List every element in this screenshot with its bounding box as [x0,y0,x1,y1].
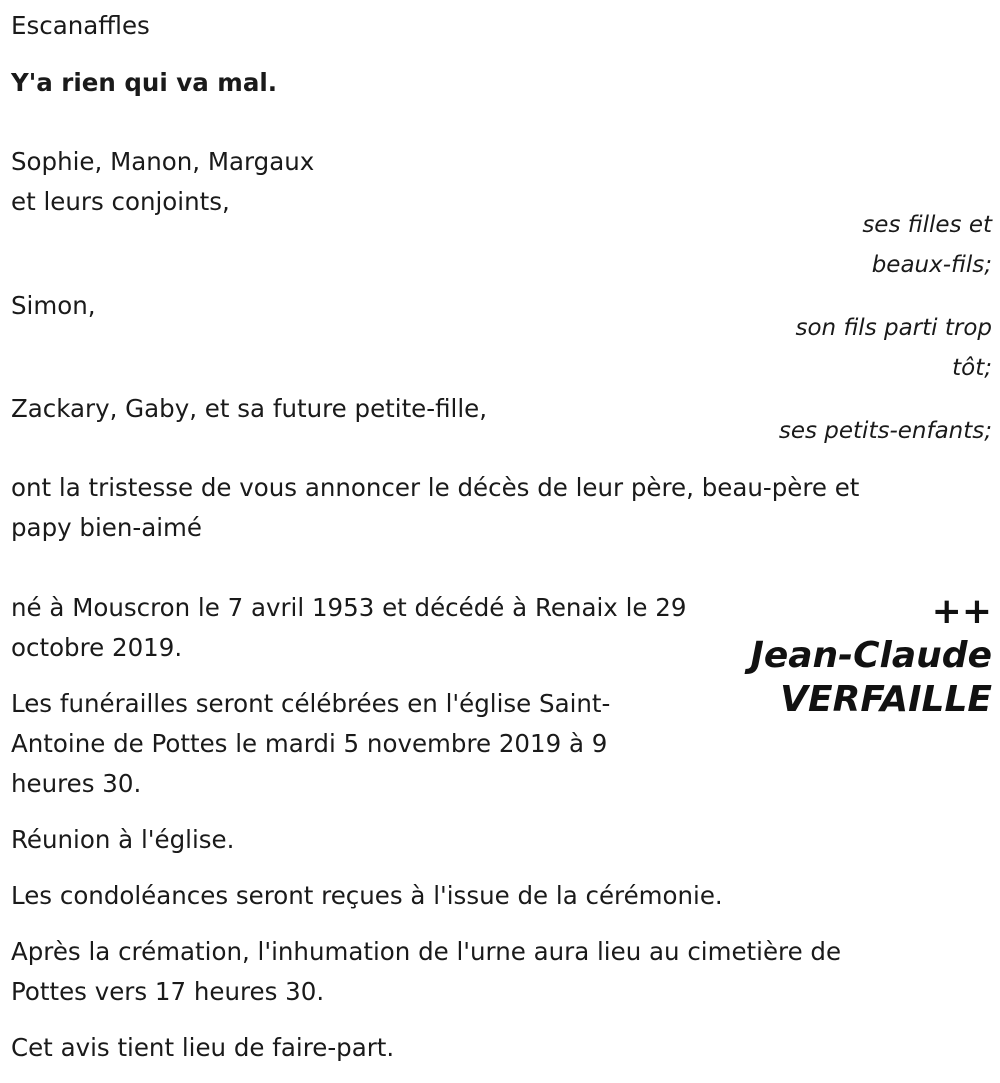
deceased-name [750,590,992,722]
funeral-line3: heures 30. [11,769,142,798]
relation-son-line2: tôt; [952,355,992,381]
condolences-info: Les condoléances seront reçues à l'issue de la cérémonie. [11,881,723,910]
relation-daughters-line1: ses filles et [862,212,992,238]
funeral-line2: Antoine de Pottes le mardi 5 novembre 2019 à 9 [11,729,608,758]
announcement-line2: papy bien-aimé [11,513,202,542]
family-names-daughters-line2: et leurs conjoints, [11,187,230,216]
notice-text: Cet avis tient lieu de faire-part. [11,1033,395,1062]
cremation-line2: Pottes vers 17 heures 30. [11,977,325,1006]
location: Escanaffles [11,11,150,40]
deceased-last-name: VERFAILLE [780,679,992,720]
family-names-grandchildren: Zackary, Gaby, et sa future petite-fille, [11,394,487,423]
family-names-daughters-line1: Sophie, Manon, Margaux [11,147,315,176]
funeral-line1: Les funérailles seront célébrées en l'église Saint- [11,689,611,718]
birth-death-line2: octobre 2019. [11,633,183,662]
announcement-line1: ont la tristesse de vous annoncer le décès de leur père, beau-père et [11,473,860,502]
meeting-info: Réunion à l'église. [11,825,235,854]
relation-daughters-line2: beaux-fils; [871,252,992,278]
cross-symbol: ++ [931,591,992,632]
family-names-son: Simon, [11,291,96,320]
relation-grandchildren: ses petits-enfants; [778,418,992,444]
motto: Y'a rien qui va mal. [11,68,278,97]
relation-son-line1: son fils parti trop [795,315,992,341]
birth-death-line1: né à Mouscron le 7 avril 1953 et décédé à Renaix le 29 [11,593,687,622]
cremation-line1: Après la crémation, l'inhumation de l'urne aura lieu au cimetière de [11,937,842,966]
obituary-notice [11,0,992,1083]
deceased-first-name: Jean-Claude [750,635,992,676]
